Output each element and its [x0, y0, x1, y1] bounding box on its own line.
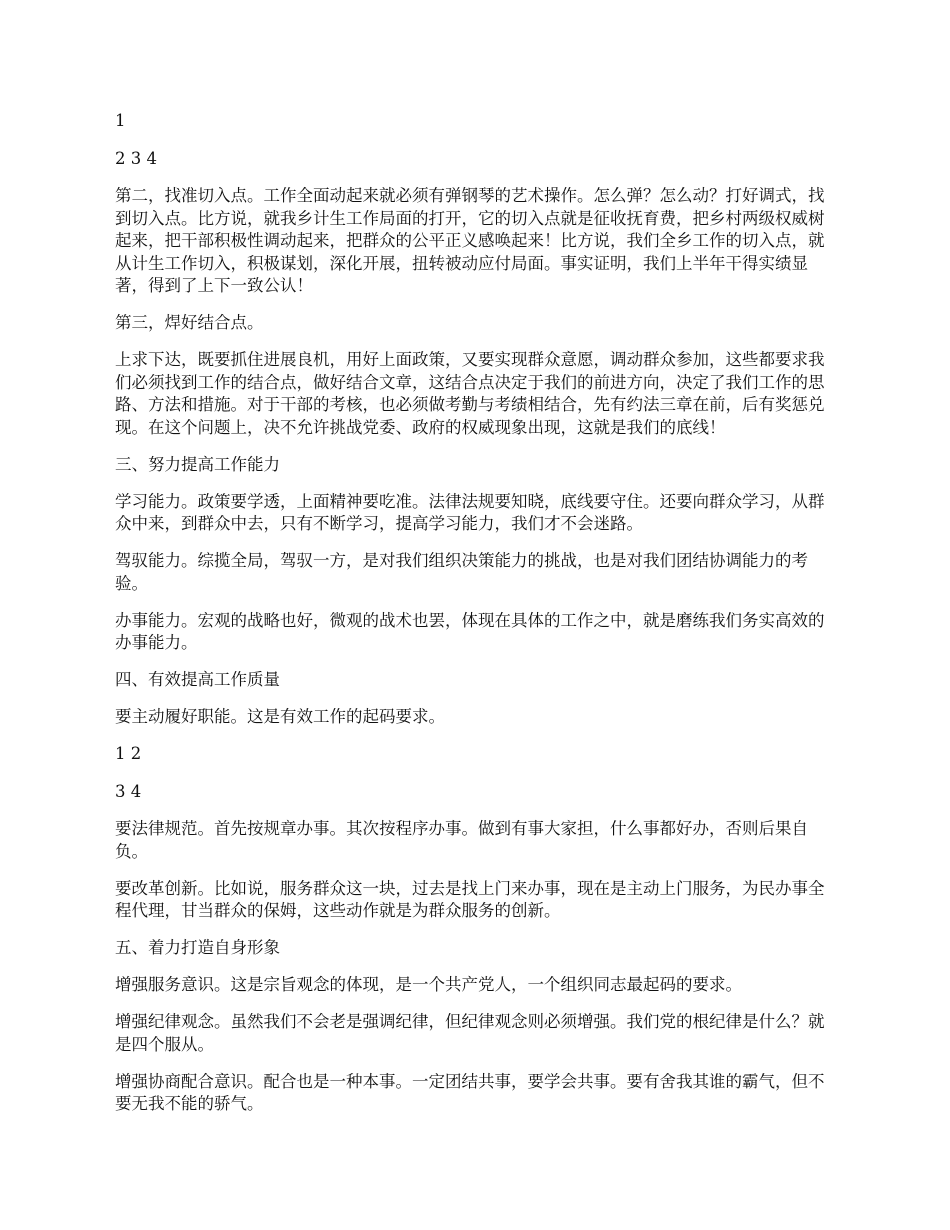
page-number-line: 2 3 4: [115, 148, 157, 168]
subheading-combination-point: 第三，焊好结合点。: [115, 313, 264, 332]
paragraph-cooperation: 增强协商配合意识。配合也是一种本事。一定团结共事，要学会共事。要有舍我其谁的霸气，但不要无我不能的骄气。: [115, 1071, 825, 1113]
paragraph-fulfill-duties: 要主动履好职能。这是有效工作的起码要求。: [115, 707, 445, 726]
paragraph-discipline: 增强纪律观念。虽然我们不会老是强调纪律，但纪律观念则必须增强。我们党的根纪律是什么？就是四个服从。: [115, 1012, 825, 1054]
page-number-line: 1: [115, 111, 126, 130]
section-heading-3: 三、努力提高工作能力: [115, 454, 280, 474]
section-heading-5: 五、着力打造自身形象: [115, 938, 280, 957]
document-body: [115, 110, 840, 1130]
page-number-line: 3 4: [115, 781, 142, 801]
paragraph-combination-point: 上求下达，既要抓住进展良机，用好上面政策，又要实现群众意愿，调动群众参加，这些都要求我们必须找到工作的结合点，做好结合文章，这结合点决定于我们的前进方向，决定了我们工作的思路、方法和措施。对于干部的考核，也必须做考勤与考绩相结合，先有约法三章在前，后有奖惩兑现。在这个问题上，决不允许挑战党委、政府的权威现象出现，这就是我们的底线！: [115, 350, 825, 437]
paragraph-work-ability: 办事能力。宏观的战略也好，微观的战术也罢，体现在具体的工作之中，就是磨练我们务实高效的办事能力。: [115, 610, 825, 652]
paragraph-entry-point: 第二，找准切入点。工作全面动起来就必须有弹钢琴的艺术操作。怎么弹？怎么动？打好调式，找到切入点。比方说，就我乡计生工作局面的打开，它的切入点就是征收抚育费，把乡村两级权威树起来，把干部积极性调动起来，把群众的公平正义感唤起来！比方说，我们全乡工作的切入点，就从计生工作切入，积极谋划，深化开展，扭转被动应付局面。事实证明，我们上半年干得实绩显著，得到了上下一致公认！: [115, 186, 825, 295]
paragraph-learning-ability: 学习能力。政策要学透，上面精神要吃准。法律法规要知晓，底线要守住。还要向群众学习，从群众中来，到群众中去，只有不断学习，提高学习能力，我们才不会迷路。: [115, 491, 825, 533]
section-heading-4: 四、有效提高工作质量: [115, 670, 280, 689]
page-number-line: 1 2: [115, 744, 142, 763]
paragraph-reform-innovation: 要改革创新。比如说，服务群众这一块，过去是找上门来办事，现在是主动上门服务，为民办事全程代理，甘当群众的保姆，这些动作就是为群众服务的创新。: [115, 878, 825, 920]
paragraph-control-ability: 驾驭能力。综揽全局，驾驭一方，是对我们组织决策能力的挑战，也是对我们团结协调能力的考验。: [115, 551, 808, 593]
paragraph-legal-norms: 要法律规范。首先按规章办事。其次按程序办事。做到有事大家担，什么事都好办，否则后果自负。: [115, 819, 808, 861]
paragraph-service-awareness: 增强服务意识。这是宗旨观念的体现，是一个共产党人，一个组织同志最起码的要求。: [115, 975, 742, 994]
